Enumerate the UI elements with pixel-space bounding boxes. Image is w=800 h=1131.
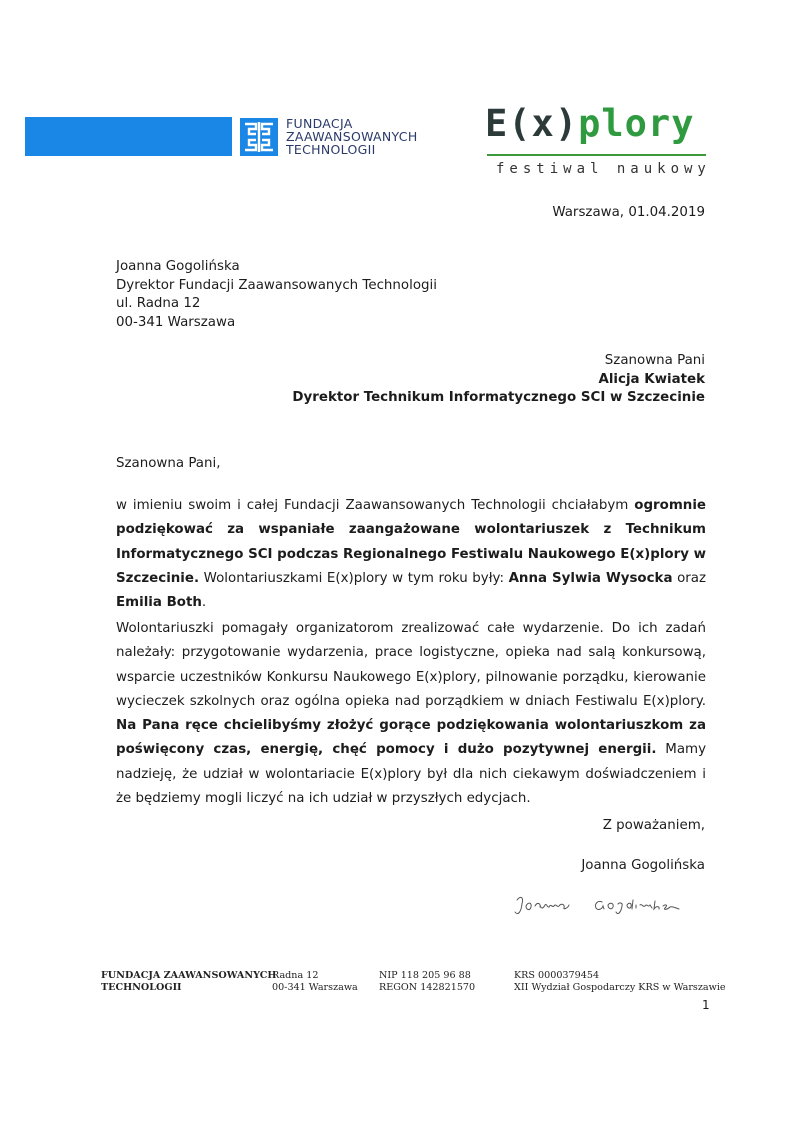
letter-paragraph-2: Wolontariuszki pomagały organizatorom zrealizować całe wydarzenie. Do ich zadań należały: przygotowanie wydarzenia, prace logistyczne, opieka nad salą konkursową, wsparcie uczestników Konkursu Naukowego E(x)plory, pilnowanie porządku, kierowanie wycieczek szkolnych oraz ogólna opieka nad porządkiem w dniach Festiwalu E(x)plory. Na Pana ręce chcielibyśmy złożyć gorące podziękowania wolontariuszkom za poświęcony czas, energię, chęć pomocy i dużo pozytywnej energii. Mamy nadzieję, że udział w wolontariacie E(x)plory był dla nich ciekawym doświadczeniem i że będziemy mogli liczyć na ich udział w przyszłych edycjach. (116, 621, 707, 807)
footer-line: REGON 142821570 (379, 981, 476, 993)
sender-line: ul. Radna 12 (116, 296, 201, 311)
signature-name: Joanna Gogolińska (581, 858, 705, 873)
footer-line: TECHNOLOGII (101, 981, 182, 993)
footer-address (272, 970, 358, 993)
footer-line: KRS 0000379454 (514, 970, 600, 981)
explory-logo-prefix: E(x) (485, 102, 579, 145)
recipient-title: Dyrektor Technikum Informatycznego SCI w Szczecinie (292, 390, 705, 405)
letter-greeting: Szanowna Pani, (116, 456, 221, 471)
fzt-logo-line: TECHNOLOGII (286, 142, 376, 157)
footer-line: XII Wydział Gospodarczy KRS w Warszawie (514, 981, 726, 993)
sender-line: 00-341 Warszawa (116, 314, 236, 330)
footer-registry (514, 970, 726, 993)
sender-line: Dyrektor Fundacji Zaawansowanych Technologii (116, 277, 437, 293)
explory-tagline: festiwal naukowy (496, 161, 711, 177)
fzt-logo-line: ZAAWANSOWANYCH (286, 129, 418, 144)
footer-line: FUNDACJA ZAAWANSOWANYCH (101, 970, 277, 981)
header-blue-bar (25, 117, 232, 156)
footer-line: Radna 12 (272, 970, 319, 981)
fzt-logo-icon (240, 118, 278, 156)
recipient-block (292, 352, 705, 408)
explory-logo (485, 102, 695, 145)
letter-date: Warszawa, 01.04.2019 (552, 205, 705, 220)
footer-line: 00-341 Warszawa (272, 981, 358, 993)
fzt-logo-text (286, 117, 418, 156)
letter-paragraph-1: w imieniu swoim i całej Fundacji Zaawansowanych Technologii chciałabym ogromnie podziękować za wspaniałe zaangażowane wolontariuszek z Technikum Informatycznego SCI podczas Regionalnego Festiwalu Naukowego E(x)plory w Szczecinie. Wolontariuszkami E(x)plory w tym roku były: Anna Sylwia Wysocka oraz Emilia Both. (116, 498, 707, 611)
fzt-logo-line: FUNDACJA (286, 116, 353, 131)
footer-tax-ids (379, 970, 475, 993)
recipient-salutation: Szanowna Pani (604, 353, 705, 368)
sender-block (116, 258, 437, 332)
recipient-name: Alicja Kwiatek (598, 371, 705, 387)
explory-underline (487, 154, 706, 156)
page-number: 1 (702, 998, 710, 1012)
letter-closing: Z poważaniem, (602, 818, 705, 833)
footer-line: NIP 118 205 96 88 (379, 970, 471, 981)
handwritten-signature (512, 892, 682, 920)
sender-line: Joanna Gogolińska (116, 259, 240, 274)
footer-organization (101, 970, 277, 993)
explory-logo-suffix: plory (578, 102, 695, 145)
